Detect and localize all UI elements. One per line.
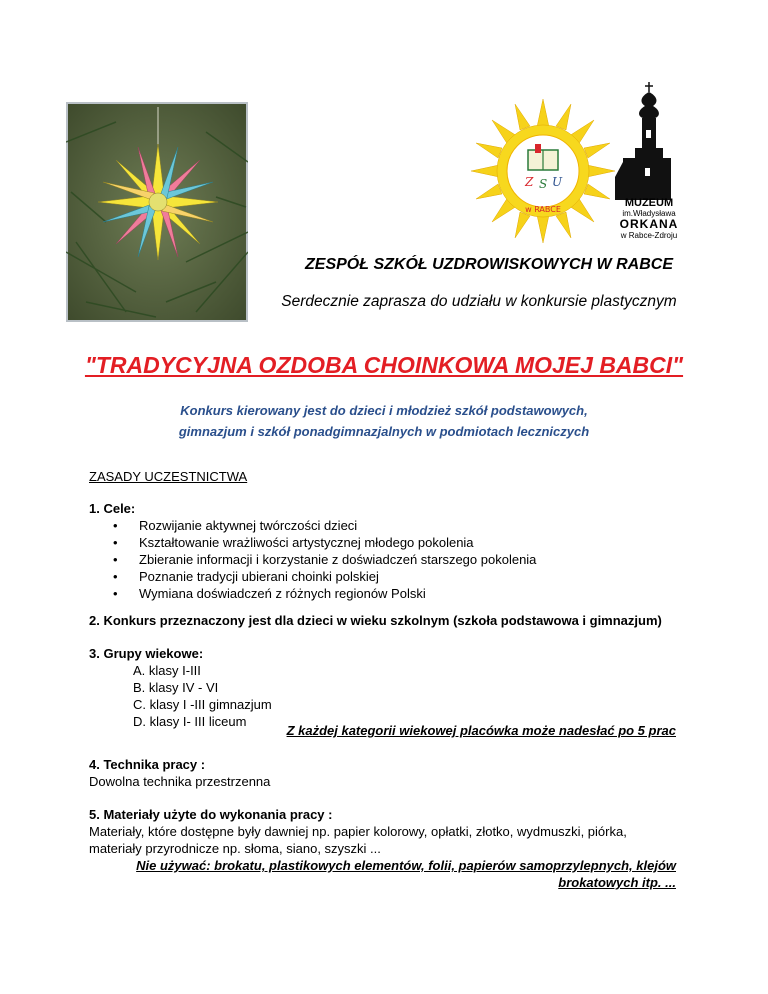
goal-text: Poznanie tradycji ubierani choinki polskiej bbox=[139, 569, 379, 584]
list-item bbox=[89, 585, 536, 602]
list-item bbox=[89, 568, 536, 585]
section-materials bbox=[89, 806, 689, 857]
list-item bbox=[89, 517, 536, 534]
materials-line-1: Materiały, które dostępne były dawniej np. papier kolorowy, opłatki, złotko, wydmuszki, piórka, bbox=[89, 824, 627, 839]
goal-text: Zbieranie informacji i korzystanie z doświadczeń starszego pokolenia bbox=[139, 552, 537, 567]
museum-name-line2: im.Władysława bbox=[622, 209, 676, 218]
section-technique bbox=[89, 756, 270, 790]
section-eligibility: 2. Konkurs przeznaczony jest dla dzieci w wieku szkolnym (szkoła podstawowa i gimnazjum) bbox=[89, 613, 662, 628]
goals-list bbox=[89, 517, 536, 602]
target-audience bbox=[0, 400, 768, 442]
materials-heading: 5. Materiały użyte do wykonania pracy : bbox=[89, 807, 333, 822]
goal-text: Wymiana doświadczeń z różnych regionów Polski bbox=[139, 586, 426, 601]
section-goals bbox=[89, 500, 536, 602]
list-item bbox=[89, 551, 536, 568]
bullet-icon: • bbox=[113, 569, 118, 584]
forbidden-line-2: brokatowych itp. ... bbox=[558, 875, 676, 890]
svg-text:Z: Z bbox=[525, 175, 534, 189]
museum-name-line1: MUZEUM bbox=[624, 197, 674, 209]
contest-title: "TRADYCYJNA OZDOBA CHOINKOWA MOJEJ BABCI" bbox=[84, 352, 684, 378]
invitation-text: Serdecznie zaprasza do udziału w konkursie plastycznym bbox=[281, 293, 677, 310]
bullet-icon: • bbox=[113, 535, 118, 550]
school-logo-text: w RABCE bbox=[525, 205, 561, 214]
rules-heading: ZASADY UCZESTNICTWA bbox=[89, 469, 248, 484]
bullet-icon: • bbox=[113, 552, 118, 567]
museum-orkana-logo bbox=[605, 82, 687, 242]
svg-text:S: S bbox=[539, 177, 548, 191]
age-group-d: D. klasy I- III liceum bbox=[133, 714, 247, 729]
age-group-c: C. klasy I -III gimnazjum bbox=[133, 697, 272, 712]
age-groups-heading: 3. Grupy wiekowe: bbox=[89, 646, 204, 661]
forbidden-materials-note bbox=[89, 857, 676, 891]
bullet-icon: • bbox=[113, 586, 118, 601]
target-line-2: gimnazjum i szkół ponadgimnazjalnych w podmiotach leczniczych bbox=[178, 424, 590, 439]
school-name-heading: ZESPÓŁ SZKÓŁ UZDROWISKOWYCH W RABCE bbox=[305, 256, 673, 273]
svg-text:U: U bbox=[552, 175, 563, 189]
age-group-b: B. klasy IV - VI bbox=[133, 680, 219, 695]
target-line-1: Konkurs kierowany jest do dzieci i młodzież szkół podstawowych, bbox=[180, 403, 588, 418]
goals-heading: 1. Cele: bbox=[89, 501, 136, 516]
bullet-icon: • bbox=[113, 518, 118, 533]
section-age-groups bbox=[89, 645, 272, 730]
christmas-star-ornament-photo bbox=[66, 102, 248, 322]
materials-line-2: materiały przyrodnicze np. słoma, siano, szyszki ... bbox=[89, 841, 381, 856]
museum-name-line4: w Rabce-Zdroju bbox=[620, 231, 678, 240]
goal-text: Rozwijanie aktywnej twórczości dzieci bbox=[139, 518, 358, 533]
technique-text: Dowolna technika przestrzenna bbox=[89, 774, 271, 789]
forbidden-line-1: Nie używać: brokatu, plastikowych elementów, folii, papierów samoprzylepnych, klejów bbox=[136, 858, 676, 873]
age-group-a: A. klasy I-III bbox=[133, 663, 201, 678]
school-sun-logo bbox=[468, 96, 618, 246]
list-item bbox=[89, 534, 536, 551]
goal-text: Kształtowanie wrażliwości artystycznej młodego pokolenia bbox=[139, 535, 474, 550]
technique-heading: 4. Technika pracy : bbox=[89, 757, 206, 772]
museum-name-line3: ORKANA bbox=[619, 217, 679, 231]
submission-limit-note: Z każdej kategorii wiekowej placówka może nadesłać po 5 prac bbox=[286, 723, 676, 738]
